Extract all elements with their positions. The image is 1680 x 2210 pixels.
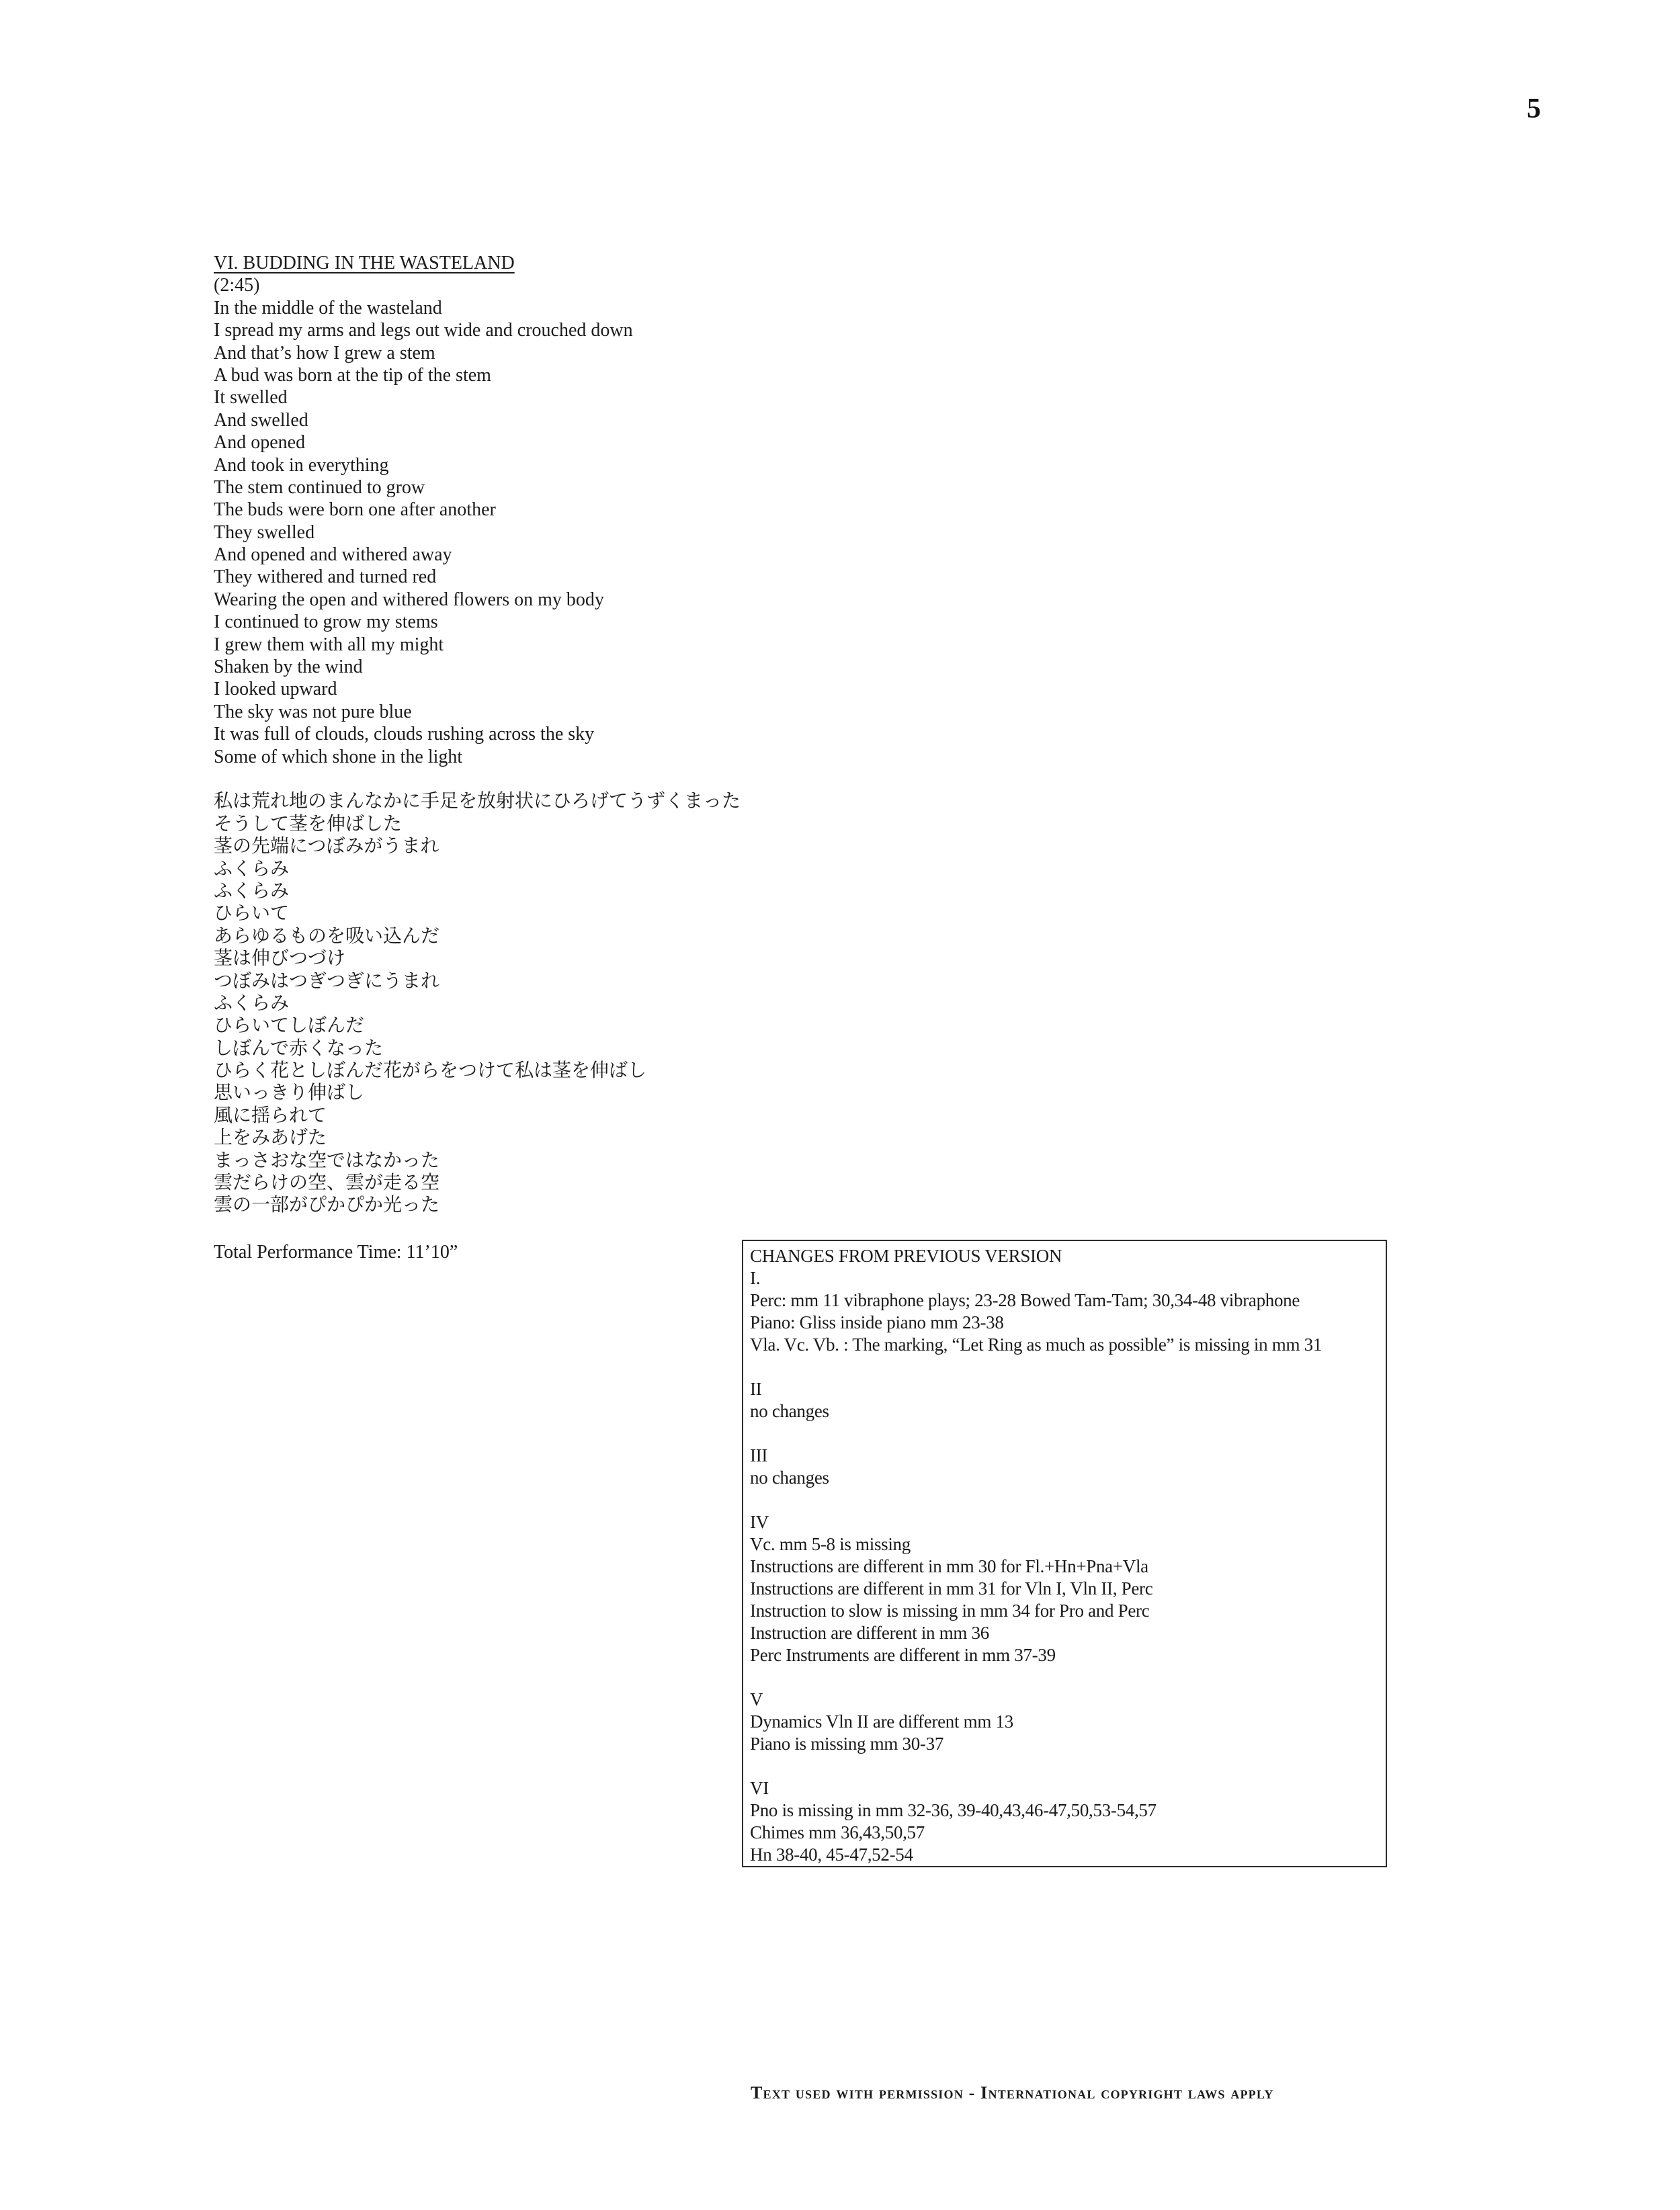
english-lyrics bbox=[214, 297, 953, 768]
changes-section-label: IV bbox=[750, 1512, 769, 1532]
changes-item: Chimes mm 36,43,50,57 bbox=[750, 1822, 925, 1842]
lyrics-block bbox=[214, 252, 953, 1217]
changes-item: Pno is missing in mm 32-36, 39-40,43,46-47,50,53-54,57 bbox=[750, 1800, 1157, 1820]
section-title-text: VI. BUDDING IN THE WASTELAND bbox=[214, 253, 515, 273]
changes-item: Piano is missing mm 30-37 bbox=[750, 1734, 944, 1754]
changes-item: Vc. mm 5-8 is missing bbox=[750, 1534, 911, 1554]
copyright-footer: Text used with permission - International copyright laws apply bbox=[751, 2083, 1274, 2102]
japanese-lyrics bbox=[214, 790, 953, 1216]
japanese-lyric-line: ふくらみ bbox=[214, 992, 290, 1014]
japanese-lyric-line: ひらいてしぼんだ bbox=[214, 1015, 365, 1037]
changes-section-label: I. bbox=[750, 1268, 761, 1288]
english-lyric-line: And opened and withered away bbox=[214, 544, 452, 566]
changes-section-label: V bbox=[750, 1689, 763, 1709]
changes-section-label: II bbox=[750, 1379, 762, 1399]
japanese-lyric-line: しぼんで赤くなった bbox=[214, 1037, 384, 1059]
changes-section-label: III bbox=[750, 1445, 768, 1465]
changes-box-body bbox=[750, 1267, 1380, 1866]
japanese-lyric-line: ひらく花としぼんだ花がらをつけて私は茎を伸ばし bbox=[214, 1060, 647, 1082]
english-lyric-line: The stem continued to grow bbox=[214, 476, 425, 498]
japanese-lyric-line: つぼみはつぎつぎにうまれ bbox=[214, 970, 440, 992]
changes-item: Hn 38-40, 45-47,52-54 bbox=[750, 1844, 913, 1865]
japanese-lyric-line: 茎の先端につぼみがうまれ bbox=[214, 836, 439, 857]
english-lyric-line: A bud was born at the tip of the stem bbox=[214, 364, 491, 386]
japanese-lyric-line: まっさおな空ではなかった bbox=[214, 1150, 440, 1171]
japanese-lyric-line: そうして茎を伸ばした bbox=[214, 813, 403, 835]
japanese-lyric-line: 上をみあげた bbox=[214, 1128, 327, 1149]
japanese-lyric-line: ひらいて bbox=[214, 903, 290, 925]
english-lyric-line: Some of which shone in the light bbox=[214, 746, 463, 767]
changes-item: no changes bbox=[750, 1468, 829, 1488]
japanese-lyric-line: ふくらみ bbox=[214, 880, 290, 902]
changes-item: Instruction are different in mm 36 bbox=[750, 1623, 989, 1643]
english-lyric-line: In the middle of the wasteland bbox=[214, 297, 442, 318]
japanese-lyric-line: 茎は伸びつづけ bbox=[214, 948, 346, 970]
english-lyric-line: I looked upward bbox=[214, 679, 337, 700]
section-title bbox=[214, 252, 953, 274]
english-lyric-line: The buds were born one after another bbox=[214, 499, 496, 521]
english-lyric-line: They swelled bbox=[214, 521, 315, 543]
english-lyric-line: Shaken by the wind bbox=[214, 656, 363, 678]
changes-item: no changes bbox=[750, 1401, 829, 1421]
changes-box-title: CHANGES FROM PREVIOUS VERSION bbox=[750, 1246, 1062, 1266]
japanese-lyric-line: 思いっきり伸ばし bbox=[214, 1082, 365, 1104]
english-lyric-line: I spread my arms and legs out wide and crouched down bbox=[214, 320, 633, 341]
changes-item: Vla. Vc. Vb. : The marking, “Let Ring as much as possible” is missing in mm 31 bbox=[750, 1334, 1322, 1355]
english-lyric-line: Wearing the open and withered flowers on my body bbox=[214, 589, 604, 610]
english-lyric-line: And that’s how I grew a stem bbox=[214, 342, 435, 364]
english-lyric-line: It was full of clouds, clouds rushing across the sky bbox=[214, 724, 595, 745]
japanese-lyric-line: 私は荒れ地のまんなかに手足を放射状にひろげてうずくまった bbox=[214, 791, 741, 812]
page-number: 5 bbox=[1527, 93, 1541, 124]
changes-item: Perc Instruments are different in mm 37-39 bbox=[750, 1645, 1056, 1665]
changes-item: Instructions are different in mm 30 for Fl.+Hn+Pna+Vla bbox=[750, 1556, 1148, 1576]
japanese-lyric-line: 風に揺られて bbox=[214, 1105, 327, 1126]
japanese-lyric-line: 雲だらけの空、雲が走る空 bbox=[214, 1173, 440, 1194]
english-lyric-line: The sky was not pure blue bbox=[214, 701, 412, 722]
english-lyric-line: I grew them with all my might bbox=[214, 634, 444, 655]
english-lyric-line: They withered and turned red bbox=[214, 566, 437, 588]
english-lyric-line: And opened bbox=[214, 432, 306, 454]
changes-section-label: VI bbox=[750, 1778, 769, 1798]
japanese-lyric-line: あらゆるものを吸い込んだ bbox=[214, 925, 440, 947]
english-lyric-line: I continued to grow my stems bbox=[214, 611, 438, 633]
changes-box bbox=[742, 1240, 1387, 1867]
total-performance-time: Total Performance Time: 11’10” bbox=[214, 1242, 458, 1263]
changes-item: Dynamics Vln II are different mm 13 bbox=[750, 1711, 1013, 1732]
english-lyric-line: It swelled bbox=[214, 387, 288, 409]
english-lyric-line: And swelled bbox=[214, 409, 308, 431]
english-lyric-line: And took in everything bbox=[214, 454, 389, 476]
changes-item: Instruction to slow is missing in mm 34 for Pro and Perc bbox=[750, 1601, 1150, 1621]
japanese-lyric-line: ふくらみ bbox=[214, 858, 290, 880]
japanese-lyric-line: 雲の一部がぴかぴか光った bbox=[214, 1195, 440, 1216]
changes-item: Perc: mm 11 vibraphone plays; 23-28 Bowed Tam-Tam; 30,34-48 vibraphone bbox=[750, 1290, 1300, 1310]
changes-item: Instructions are different in mm 31 for Vln I, Vln II, Perc bbox=[750, 1578, 1153, 1599]
changes-item: Piano: Gliss inside piano mm 23-38 bbox=[750, 1312, 1004, 1332]
section-duration: (2:45) bbox=[214, 275, 260, 296]
